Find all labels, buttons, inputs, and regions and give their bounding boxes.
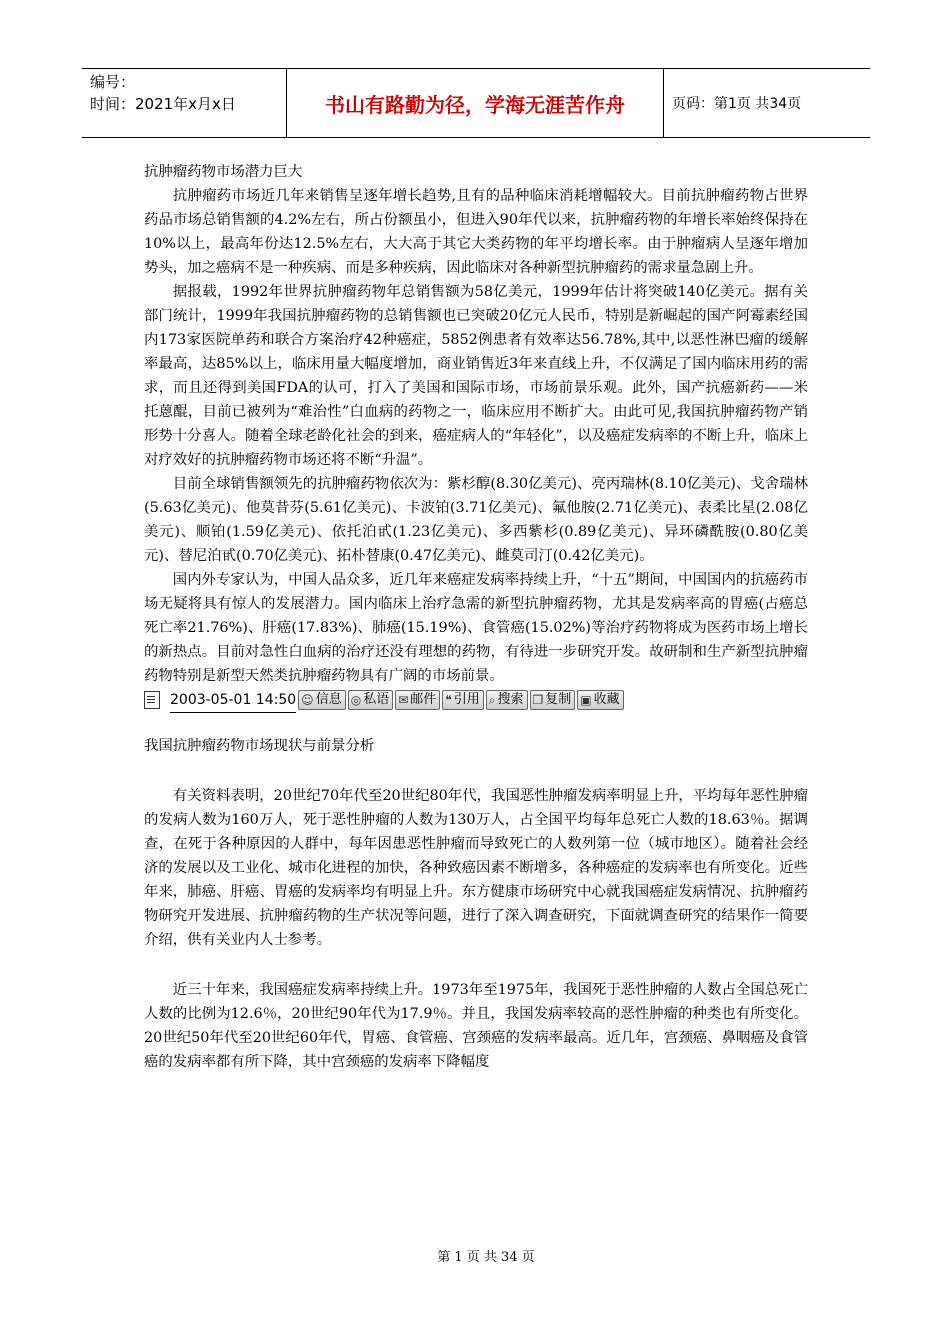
article1-paragraph-3: 目前全球销售额领先的抗肿瘤药物依次为：紫杉醇(8.30亿美元)、亮丙瑞林(8.10亿美元)、戈舍瑞林(5.63亿美元)、他莫昔芬(5.61亿美元)、卡波铂(3.71亿美元)、氟他胺(2.71亿美元)、表柔比星(2.08亿美元)、顺铂(1.59亿美元)、依托泊甙(1.23亿美元)、多西紫杉(0.89亿美元)、异环磷酰胺(0.80亿美元)、替尼泊甙(0.70亿美元)、拓朴替康(0.47亿美元)、雌莫司汀(0.42亿美元)。 xyxy=(144,476,808,564)
mail-icon: ✉ xyxy=(398,693,409,707)
number-label: 编号： xyxy=(90,73,136,91)
page-header xyxy=(82,68,870,138)
quote-button[interactable]: ❝ 引用 xyxy=(442,690,483,710)
copy-button[interactable]: ❐ 复制 xyxy=(530,690,576,710)
article2-paragraph-1: 有关资料表明，20世纪70年代至20世纪80年代，我国恶性肿瘤发病率明显上升，平均每年恶性肿瘤的发病人数为160万人，死于恶性肿瘤的人数为130万人，占全国平均每年总死亡人数的18.63％。据调查，在死于各种原因的人群中，每年因患恶性肿瘤而导致死亡的人数列第一位（城市地区）。随着社会经济的发展以及工业化、城市化进程的加快，各种致癌因素不断增多，各种癌症的发病率也有所变化。近些年来，肺癌、肝癌、胃癌的发病率均有明显上升。东方健康市场研究中心就我国癌症发病情况、抗肿瘤药物研究开发进展、抗肿瘤药物的生产状况等问题，进行了深入调查研究，下面就调查研究的结果作一简要介绍，供有关业内人士参考。 xyxy=(144,788,808,948)
document-icon xyxy=(144,691,160,709)
search-icon: ⌕ xyxy=(488,693,496,707)
page-info: 页码：第1页 共34页 xyxy=(672,96,802,112)
article-title-2: 我国抗肿瘤药物市场现状与前景分析 xyxy=(144,738,375,754)
article2-paragraph-2: 近三十年来，我国癌症发病率持续上升。1973年至1975年，我国死于恶性肿瘤的人数占全国总死亡人数的比例为12.6％，20世纪90年代为17.9％。并且，我国发病率较高的恶性肿瘤的种类也有所变化。20世纪50年代至20世纪60年代，胃癌、食管癌、宫颈癌的发病率最高。近几年，宫颈癌、鼻咽癌及食管癌的发病率都有所下降，其中宫颈癌的发病率下降幅度 xyxy=(144,982,808,1070)
chat-icon: ◎ xyxy=(350,693,362,707)
quote-icon: ❝ xyxy=(445,693,452,707)
article-title-1: 抗肿瘤药物市场潜力巨大 xyxy=(144,164,303,180)
post-toolbar xyxy=(144,688,808,712)
message-button[interactable]: ◎ 私语 xyxy=(348,690,394,710)
search-button[interactable]: ⌕ 搜索 xyxy=(486,690,528,710)
info-icon: ☺ xyxy=(301,693,314,707)
spacer xyxy=(144,952,808,978)
page-footer: 第 1 页 共 34 页 xyxy=(437,1250,535,1265)
header-meta xyxy=(82,69,287,137)
spacer xyxy=(144,758,808,784)
article1-paragraph-4: 国内外专家认为，中国人品众多，近几年来癌症发病率持续上升，“十五”期间，中国国内的抗癌药市场无疑将具有惊人的发展潜力。国内临床上治疗急需的新型抗肿瘤药物，尤其是发病率高的胃癌(占癌总死亡率21.76%)、肝癌(17.83%)、肺癌(15.19%)、食管癌(15.02%)等治疗药物将成为医药市场上增长的新热点。目前对急性白血病的治疗还没有理想的药物，有待进一步研究开发。故研制和生产新型抗肿瘤药物特别是新型天然类抗肿瘤药物具有广阔的市场前景。 xyxy=(144,572,808,684)
copy-icon: ❐ xyxy=(532,693,544,707)
email-button[interactable]: ✉ 邮件 xyxy=(395,690,440,710)
post-date: 2003-05-01 14:50 xyxy=(170,688,296,713)
folder-icon: ▣ xyxy=(580,693,592,707)
article1-paragraph-1: 抗肿瘤药市场近几年来销售呈逐年增长趋势,且有的品种临床消耗增幅较大。目前抗肿瘤药物占世界药品市场总销售额的4.2%左右，所占份额虽小，但进入90年代以来，抗肿瘤药物的年增长率始终保持在10%以上，最高年份达12.5%左右，大大高于其它大类药物的年平均增长率。由于肿瘤病人呈逐年增加势头，加之癌病不是一种疾病、而是多种疾病，因此临床对各种新型抗肿瘤药的需求量急剧上升。 xyxy=(144,188,808,276)
time-label: 时间：2021年x月x日 xyxy=(90,95,236,113)
favorite-button[interactable]: ▣ 收藏 xyxy=(577,690,623,710)
article1-paragraph-2: 据报载，1992年世界抗肿瘤药物年总销售额为58亿美元，1999年估计将突破140亿美元。据有关部门统计，1999年我国抗肿瘤药物的总销售额也已突破20亿元人民币，特别是新崛起的国产阿霉素经国内173家医院单药和联合方案治疗42种癌症，5852例患者有效率达56.78%,其中,以恶性淋巴瘤的缓解率最高，达85%以上，临床用量大幅度增加，商业销售近3年来直线上升，不仅满足了国内临床用药的需求，而且还得到美国FDA的认可，打入了美国和国际市场，市场前景乐观。此外，国产抗癌新药——米托蒽醌，目前已被列为“难治性”白血病的药物之一，临床应用不断扩大。由此可见,我国抗肿瘤药物产销形势十分喜人。随着全球老龄化社会的到来，癌症病人的“年轻化”，以及癌症发病率的不断上升，临床上对疗效好的抗肿瘤药物市场还将不断“升温”。 xyxy=(144,284,808,468)
motto: 书山有路勤为径，学海无涯苦作舟 xyxy=(287,69,664,137)
info-button[interactable]: ☺ 信息 xyxy=(298,690,346,710)
document-body xyxy=(144,160,808,1074)
